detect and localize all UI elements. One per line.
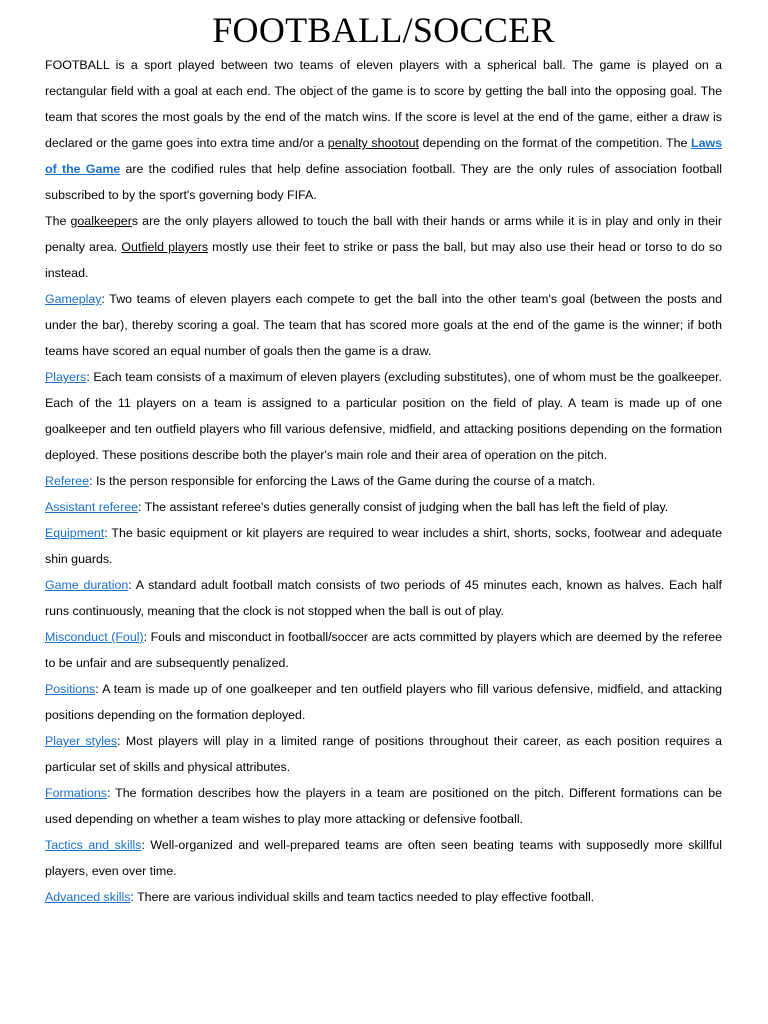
- player-styles-link[interactable]: Player styles: [45, 734, 118, 748]
- page-title: FOOTBALL/SOCCER: [212, 10, 555, 50]
- topic-advanced-skills: [45, 884, 722, 910]
- game-duration-link[interactable]: Game duration: [45, 578, 129, 592]
- positions-link[interactable]: Positions: [45, 682, 96, 696]
- topic-game-duration: [45, 572, 722, 624]
- intro-text-3: are the codified rules that help define association football. They are the only rules of association football subscribed to by the sport's governing body FIFA.: [45, 162, 722, 202]
- gameplay-link[interactable]: Gameplay: [45, 292, 102, 306]
- topic-text: : There are various individual skills and team tactics needed to play effective football.: [130, 890, 595, 904]
- players-link[interactable]: Players: [45, 370, 87, 384]
- topic-player-styles: [45, 728, 722, 780]
- topic-text: : Well-organized and well-prepared teams are often seen beating teams with supposedly more skillful players, even over time.: [45, 838, 722, 878]
- goalkeepers-paragraph: [45, 208, 722, 286]
- keepers-text-2: s are the only players allowed to touch the ball with their hands or arms while it is in play and only in their penalty area.: [45, 214, 722, 254]
- equipment-link[interactable]: Equipment: [45, 526, 105, 540]
- formations-link[interactable]: Formations: [45, 786, 107, 800]
- topic-referee: [45, 468, 722, 494]
- topic-text: : Each team consists of a maximum of eleven players (excluding substitutes), one of whom must be the goalkeeper. Each of the 11 players on a team is assigned to a particular position on the field of play. A team is made up of one goalkeeper and ten outfield players who fill various defensive, midfield, and attacking positions depending on the formation deployed. These positions describe both the player's main role and their area of operation on the pitch.: [45, 370, 722, 462]
- intro-text-1: FOOTBALL is a sport played between two teams of eleven players with a spherical ball. The game is played on a rectangular field with a goal at each end. The object of the game is to score by getting the ball into the opposing goal. The team that scores the most goals by the end of the match wins. If the score is level at the end of the game, either a draw is declared or the game goes into extra time and/or a: [45, 58, 722, 150]
- tactics-and-skills-link[interactable]: Tactics and skills: [45, 838, 142, 852]
- topic-players: [45, 364, 722, 468]
- advanced-skills-link[interactable]: Advanced skills: [45, 890, 131, 904]
- keepers-text-3: mostly use their feet to strike or pass the ball, but may also use their head or torso to do so instead.: [45, 240, 722, 280]
- topic-text: : The basic equipment or kit players are required to wear includes a shirt, shorts, socks, footwear and adequate shin guards.: [45, 526, 722, 566]
- referee-link[interactable]: Referee: [45, 474, 90, 488]
- intro-paragraph: [45, 52, 722, 208]
- topic-positions: [45, 676, 722, 728]
- topic-text: : A team is made up of one goalkeeper and ten outfield players who fill various defensive, midfield, and attacking positions depending on the formation deployed.: [45, 682, 722, 722]
- topic-text: : Two teams of eleven players each compete to get the ball into the other team's goal (between the posts and under the bar), thereby scoring a goal. The team that has scored more goals at the end of the game is the winner; if both teams have scored an equal number of goals then the game is a draw.: [45, 292, 722, 358]
- topic-text: : A standard adult football match consists of two periods of 45 minutes each, known as halves. Each half runs continuously, meaning that the clock is not stopped when the ball is out of play.: [45, 578, 722, 618]
- laws-of-the-game-link[interactable]: Laws of the Game: [45, 136, 722, 176]
- topic-text: : Fouls and misconduct in football/soccer are acts committed by players which are deemed by the referee to be unfair and are subsequently penalized.: [45, 630, 722, 670]
- intro-text-2: depending on the format of the competition. The: [418, 136, 691, 150]
- keepers-text-1: The: [45, 214, 71, 228]
- topic-text: : Is the person responsible for enforcing the Laws of the Game during the course of a match.: [89, 474, 596, 488]
- topic-equipment: [45, 520, 722, 572]
- topic-text: : The assistant referee's duties generally consist of judging when the ball has left the field of play.: [137, 500, 669, 514]
- assistant-referee-link[interactable]: Assistant referee: [45, 500, 138, 514]
- outfield-players-term: Outfield players: [121, 240, 209, 254]
- topic-formations: [45, 780, 722, 832]
- goalkeeper-term: goalkeeper: [70, 214, 132, 228]
- penalty-shootout-term: penalty shootout: [327, 136, 419, 150]
- topic-assistant-referee: [45, 494, 722, 520]
- topic-misconduct: [45, 624, 722, 676]
- misconduct-link[interactable]: Misconduct (Foul): [45, 630, 144, 644]
- topic-gameplay: [45, 286, 722, 364]
- topic-tactics-and-skills: [45, 832, 722, 884]
- topic-text: : The formation describes how the players in a team are positioned on the pitch. Different formations can be used depending on whether a team wishes to play more attacking or defensive football.: [45, 786, 722, 826]
- topic-text: : Most players will play in a limited range of positions throughout their career, as each position requires a particular set of skills and physical attributes.: [45, 734, 722, 774]
